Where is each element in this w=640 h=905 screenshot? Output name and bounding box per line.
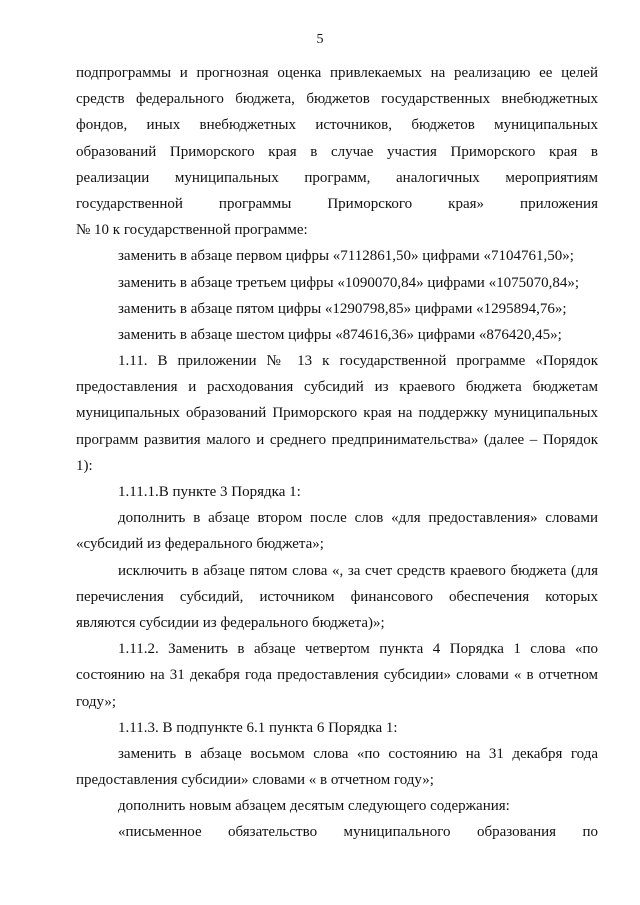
text-line: образований Приморского края в случае участия Приморского края в [76,143,598,160]
text-line: заменить в абзаце первом цифры «7112861,50» цифрами «7104761,50»; [118,248,574,265]
text-line: «письменное обязательство муниципального образования по [118,824,598,841]
text-line: предоставления субсидии» словами « в отчетном году»; [76,772,434,789]
text-line: № 10 к государственной программе: [76,222,308,239]
text-line: предоставления и расходования субсидий из краевого бюджета бюджетам [76,379,598,396]
text-line: заменить в абзаце пятом цифры «1290798,85» цифрами «1295894,76»; [118,300,567,317]
text-line: подпрограммы и прогнозная оценка привлекаемых на реализацию ее целей [76,65,598,81]
text-line: 1.11.2. Заменить в абзаце четвертом пункта 4 Порядка 1 слова «по [118,641,598,658]
text-line: фондов, иных внебюджетных источников, бюджетов муниципальных [76,117,598,134]
text-line: средств федерального бюджета, бюджетов государственных внебюджетных [76,91,598,108]
text-line: 1.11. В приложении № 13 к государственной программе «Порядок [118,353,598,370]
text-line: заменить в абзаце восьмом слова «по состоянию на 31 декабря года [118,745,598,762]
text-line: году»; [76,693,117,710]
page-number: 5 [316,32,324,47]
text-line: «субсидий из федерального бюджета»; [76,536,324,553]
text-line: реализации муниципальных программ, аналогичных мероприятиям [76,169,598,186]
text-line: программ развития малого и среднего предпринимательства» (далее – Порядок [76,431,598,448]
text-line: 1): [76,457,93,474]
document-body [76,60,598,846]
text-line: 1.11.3. В подпункте 6.1 пункта 6 Порядка 1: [118,719,398,736]
text-line: дополнить новым абзацем десятым следующего содержания: [118,798,510,815]
text-line: муниципальных образований Приморского края на поддержку муниципальных [76,405,598,422]
text-line: заменить в абзаце третьем цифры «1090070,84» цифрами «1075070,84»; [118,274,579,291]
text-line: дополнить в абзаце втором после слов «для предоставления» словами [118,510,598,527]
text-line: 1.11.1.В пункте 3 Порядка 1: [118,484,301,500]
text-line: заменить в абзаце шестом цифры «874616,36» цифрами «876420,45»; [118,326,562,343]
text-line: являются субсидии из федерального бюджета)»; [76,614,385,631]
text-line: состоянию на 31 декабря года предоставления субсидии» словами « в отчетном [76,667,598,684]
text-line: государственной программы Приморского края» приложения [76,195,598,212]
text-line: исключить в абзаце пятом слова «, за счет средств краевого бюджета (для [118,562,598,579]
text-line: перечисления субсидий, источником финансового обеспечения которых [76,588,598,605]
